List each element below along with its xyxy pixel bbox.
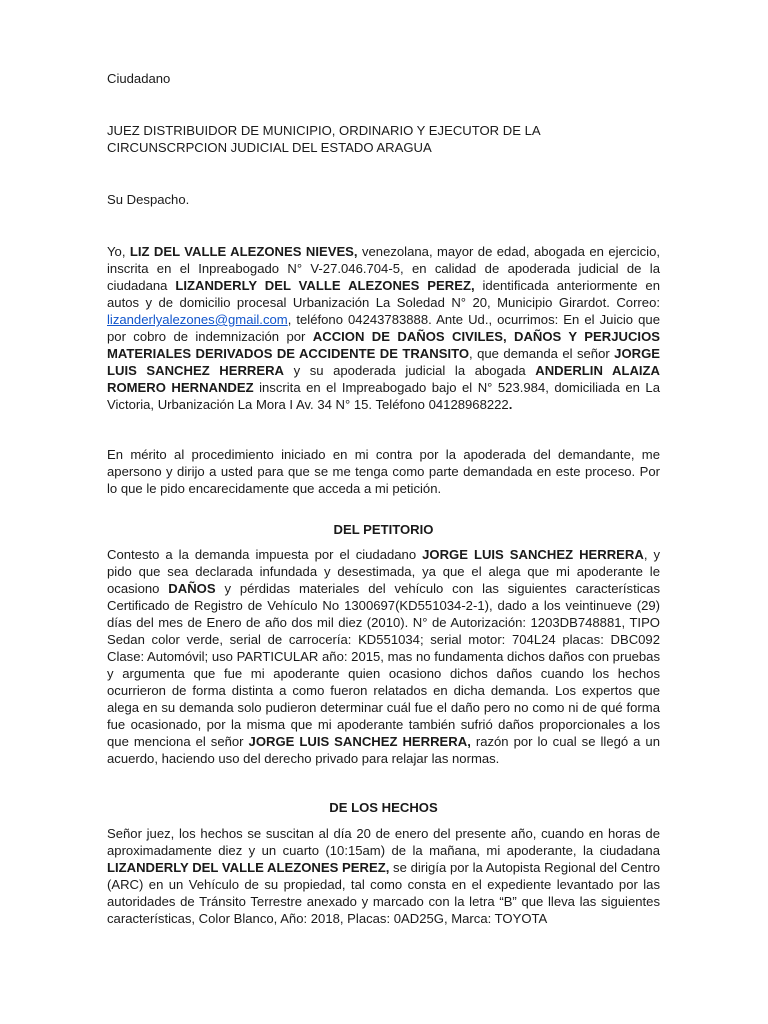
heading-petitorio: DEL PETITORIO [333, 522, 434, 537]
client-name: LIZANDERLY DEL VALLE ALEZONES PEREZ, [107, 860, 390, 875]
action-title: ACCION DE DAÑOS CIVILES, DAÑOS Y PERJUCIOS MATERIALES DERIVADOS DE ACCIDENTE DE TRANSITO [107, 329, 660, 361]
plaintiff-name: JORGE LUIS SANCHEZ HERRERA [422, 547, 644, 562]
petitorio-text: y pérdidas materiales del vehículo con las siguientes características Certificado de Registro de Vehículo No 1300697(KD551034-2-1), dado a los veintinueve (29) días del mes de Enero de año dos mil diez (2010). N° de Autorización: 1203DB748881, TIPO Sedan color verde, serial de carrocería: KD551034; serial motor: 704L24 placas: DBC092 Clase: Automóvil; uso PARTICULAR año: 2015, mas no fundamenta dichos daños con pruebas y argumenta que fue mi apoderante quien ocasiono dichos daños cuando los hechos ocurrieron de forma distinta a como fueron relatados en dicha demanda. Los expertos que alega en su demanda solo pudieron determinar cuál fue el daño pero no como ni de qué forma fue ocasionado, por la misma que mi apoderante también sufrió daños proporcionales a los que menciona el señor [107, 581, 660, 749]
salutation: Ciudadano [107, 71, 171, 86]
opposing-attorney-name: ANDERLIN ALAIZA ROMERO HERNANDEZ [107, 363, 660, 395]
hechos-paragraph [107, 825, 660, 927]
hechos-text: se dirigía por la Autopista Regional del Centro (ARC) en un Vehículo de su propiedad, tal como consta en el expediente levantado por las autoridades de Tránsito Terrestre anexado y marcado con la letra “B” que lleva las siguientes características, Color Blanco, Año: 2018, Placas: 0AD25G, Marca: TOYOTA [107, 860, 660, 926]
despacho-line: Su Despacho. [107, 192, 190, 207]
attorney-name: LIZ DEL VALLE ALEZONES NIEVES, [129, 244, 358, 259]
petitorio-text: Contesto a la demanda impuesta por el ciudadano [107, 547, 423, 562]
plaintiff-name: JORGE LUIS SANCHEZ HERRERA [107, 346, 660, 378]
client-name: LIZANDERLY DEL VALLE ALEZONES PEREZ, [175, 278, 475, 293]
intro-text: , que demanda el señor [469, 346, 615, 361]
petitorio-text: , [467, 734, 471, 749]
addressee [107, 122, 660, 156]
intro-text: inscrita en el Impreabogado bajo el N° 523.984, domiciliada en La Victoria, Urbanización La Mora I Av. 34 N° 15. Teléfono 04128968222 [107, 380, 660, 412]
addressee-line: CIRCUNSCRPCION JUDICIAL DEL ESTADO ARAGUA [107, 140, 432, 155]
danos-emphasis: DAÑOS [168, 581, 216, 596]
petitorio-text: , y pido que sea declarada infundada y desestimada, ya que el alega que mi apoderante le ocasiono [107, 547, 660, 596]
petitorio-paragraph [107, 546, 660, 767]
hechos-text: Señor juez, los hechos se suscitan al día 20 de enero del presente año, cuando en horas de aproximadamente diez y un cuarto (10:15am) de la mañana, mi apoderante, la ciudadana [107, 826, 660, 858]
intro-text: . [508, 397, 513, 412]
intro-text: identificada anteriormente en autos y de domicilio procesal Urbanización La Soledad N° 20, Municipio Girardot. Correo: [107, 278, 660, 310]
petitorio-text: razón por lo cual se llegó a un acuerdo, haciendo uso del derecho privado para relajar las normas. [107, 734, 660, 766]
appearance-paragraph: En mérito al procedimiento iniciado en mi contra por la apoderada del demandante, me apersono y dirijo a usted para que se me tenga como parte demandada en este proceso. Por lo que le pido encarecidamente que acceda a mi petición. [107, 447, 660, 496]
intro-text: venezolana, mayor de edad, abogada en ejercicio, inscrita en el Inpreabogado N° V-27.046.704-5, en calidad de apoderada judicial de la ciudadana [107, 244, 660, 293]
addressee-line: JUEZ DISTRIBUIDOR DE MUNICIPIO, ORDINARIO Y EJECUTOR DE LA [107, 123, 541, 138]
intro-text: Yo, [107, 244, 130, 259]
heading-hechos: DE LOS HECHOS [329, 800, 438, 815]
intro-text: y su apoderada judicial la abogada [284, 363, 536, 378]
email-link[interactable]: lizanderlyalezones@gmail.com [107, 312, 288, 327]
intro-text: , teléfono 04243783888. Ante Ud., ocurrimos: En el Juicio que por cobro de indemnización por [107, 312, 660, 344]
plaintiff-name: JORGE LUIS SANCHEZ HERRERA [248, 734, 468, 749]
intro-paragraph [107, 243, 660, 413]
